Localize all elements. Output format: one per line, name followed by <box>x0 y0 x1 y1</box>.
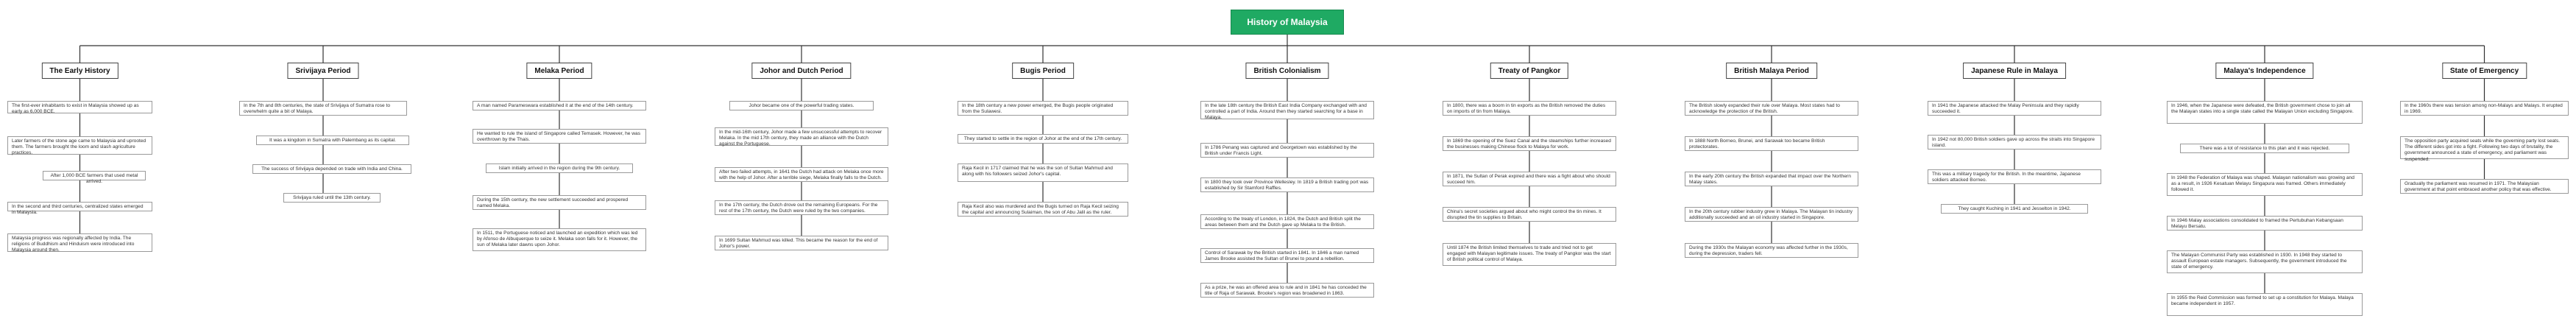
leaf-node[interactable]: In 1948 the Federation of Malaya was shaped. Malayan nationalism was growing and as a result, in 1926 Kesatuan Melayu Singapura was framed. Others immediately followed it. <box>2167 173 2363 196</box>
leaf-node[interactable]: After two failed attempts, in 1641 the Dutch had attack on Melaka once more with the help of Johor. After a terrible siege, Melaka finally falls to the Dutch. <box>715 167 888 182</box>
leaf-node[interactable]: In 1946 Malay associations consolidated to framed the Pertubuhan Kebangsaan Melayu Bersatu. <box>2167 216 2363 231</box>
leaf-node[interactable]: The success of Srivijaya depended on trade with India and China. <box>252 164 411 174</box>
leaf-node[interactable]: Later farmers of the stone age came to Malaysia and uprooted them. The farmers brought the loom and slash agriculture practices. <box>7 136 152 155</box>
leaf-node[interactable]: Johor became one of the powerful trading states. <box>729 101 874 110</box>
leaf-node[interactable]: The first-ever inhabitants to exist in Malaysia showed up as early as 6,000 BCE. <box>7 101 152 113</box>
leaf-node[interactable]: Gradually the parliament was resumed in 1971. The Malaysian government at that point embraced another policy that was effective. <box>2400 179 2569 194</box>
node-independence[interactable]: Malaya's Independence <box>2215 63 2313 79</box>
node-johor-dutch[interactable]: Johor and Dutch Period <box>751 63 851 79</box>
node-british-colonialism[interactable]: British Colonialism <box>1245 63 1328 79</box>
node-treaty-pangkor[interactable]: Treaty of Pangkor <box>1490 63 1568 79</box>
leaf-node[interactable]: China's secret societies argued about who might control the tin mines. It disrupted the tin supplies to Britain. <box>1443 207 1616 222</box>
leaf-node[interactable]: According to the treaty of London, in 1824, the Dutch and British split the areas between them and the Dutch gave up Melaka to the British. <box>1200 214 1374 229</box>
leaf-node[interactable]: In 1942 not 80,000 British soldiers gave up across the straits into Singapore island. <box>1928 135 2101 150</box>
leaf-node[interactable]: As a prize, he was an offered area to rule and in 1841 he has conceded the title of Raja of Sarawak. Brooke's region was broadened in 1863. <box>1200 283 1374 298</box>
node-bugis[interactable]: Bugis Period <box>1012 63 1074 79</box>
leaf-node[interactable]: Malaysia progress was regionally affected by India. The religions of Buddhism and Hinduism were introduced into Malaysia around then. <box>7 233 152 252</box>
leaf-node[interactable]: In 1511, the Portuguese noticed and launched an expedition which was led by Afonso de Albuquerque to seize it. Melaka soon falls for it. However, the sun of Melaka later dawns upon Johor. <box>473 228 646 251</box>
leaf-node[interactable]: After 1,000 BCE farmers that used metal arrived. <box>43 171 146 180</box>
node-early-history[interactable]: The Early History <box>41 63 118 79</box>
leaf-node[interactable]: Srivijaya ruled until the 13th century. <box>283 193 381 203</box>
leaf-node[interactable]: In 1871, the Sultan of Perak expired and there was a fight about who should succeed him. <box>1443 172 1616 186</box>
leaf-node[interactable]: Control of Sarawak by the British started in 1841. In 1846 a man named James Brooke assisted the Sultan of Brunei to pound a rebellion. <box>1200 248 1374 263</box>
node-srivijaya[interactable]: Srivijaya Period <box>287 63 358 79</box>
leaf-node[interactable]: During the 1930s the Malayan economy was affected further in the 1930s, during the depression, traders fell. <box>1685 243 1858 258</box>
leaf-node[interactable]: They started to settle in the region of Johor at the end of the 17th century. <box>958 134 1128 144</box>
root-node[interactable]: History of Malaysia <box>1231 10 1344 35</box>
leaf-node[interactable]: In 1869 the opening of the Suez Canal and the steamships further increased the businesses making Chinese flock to Malaya for work. <box>1443 136 1616 151</box>
leaf-node[interactable]: A man named Parameswara established it at the end of the 14th century. <box>473 101 646 110</box>
node-japanese-rule[interactable]: Japanese Rule in Malaya <box>1963 63 2066 79</box>
leaf-node[interactable]: Islam initially arrived in the region during the 9th century. <box>486 164 633 173</box>
node-british-malaya[interactable]: British Malaya Period <box>1726 63 1817 79</box>
leaf-node[interactable]: In 1800, there was a boom in tin exports as the British removed the duties on imports of tin from Malaya. <box>1443 101 1616 116</box>
leaf-node[interactable]: He wanted to rule the island of Singapore called Temasek. However, he was overthrown by the Thais. <box>473 129 646 144</box>
leaf-node[interactable]: In 1786 Penang was captured and Georgetown was established by the British under Francis Light. <box>1200 143 1374 158</box>
leaf-node[interactable]: In the mid-16th century, Johor made a few unsuccessful attempts to recover Melaka. In the mid 17th century, they made an alliance with the Dutch against the Portuguese. <box>715 127 888 146</box>
leaf-node[interactable]: In 1946, when the Japanese were defeated, the British government chose to join all the Malayan states into a single state called the Malayan Union excluding Singapore. <box>2167 101 2363 124</box>
leaf-node[interactable]: The British slowly expanded their rule over Malaya. Most states had to acknowledge the protection of the British. <box>1685 101 1858 116</box>
leaf-node[interactable]: The opposition party acquired seats while the governing party lost seats. The different sides got into a fight. Following two days of brutality, the government announced a state of emergency, and parliament was suspended. <box>2400 136 2569 159</box>
leaf-node[interactable]: Raja Kecil also was murdered and the Bugis turned on Raja Kecil seizing the capital and announcing Sulaiman, the son of Abu Jalil as the ruler. <box>958 202 1128 217</box>
node-state-emergency[interactable]: State of Emergency <box>2442 63 2527 79</box>
leaf-node[interactable]: In the early 20th century the British expanded that impact over the Northern Malay states. <box>1685 172 1858 186</box>
leaf-node[interactable]: In 1941 the Japanese attacked the Malay Peninsula and they rapidly succeeded it. <box>1928 101 2101 116</box>
leaf-node[interactable]: The Malayan Communist Party was established in 1930. In 1948 they started to assault European estate managers. Subsequently, the government introduced the state of emergency. <box>2167 250 2363 273</box>
leaf-node[interactable]: In the 17th century, the Dutch drove out the remaining Europeans. For the rest of the 17th century, the Dutch were ruled by the two companies. <box>715 200 888 215</box>
leaf-node[interactable]: Raja Kecil in 1717 claimed that he was the son of Sultan Mahmud and along with his followers seized Johor's capital. <box>958 164 1128 182</box>
leaf-node[interactable]: In the second and third centuries, centralized states emerged in Malaysia. <box>7 202 152 211</box>
leaf-node[interactable]: During the 15th century, the new settlement succeeded and prospered named Melaka. <box>473 195 646 210</box>
leaf-node[interactable]: It was a kingdom in Sumatra with Palembang as its capital. <box>256 136 409 145</box>
leaf-node[interactable]: In the 1960s there was tension among non-Malays and Malays. It erupted in 1969. <box>2400 101 2569 116</box>
leaf-node[interactable]: There was a lot of resistance to this plan and it was rejected. <box>2180 144 2349 153</box>
leaf-node[interactable]: In 1955 the Reid Commission was formed to set up a constitution for Malaya. Malaya became independent in 1957. <box>2167 293 2363 316</box>
leaf-node[interactable]: In 1699 Sultan Mahmud was killed. This became the reason for the end of Johor's power. <box>715 236 888 250</box>
leaf-node[interactable]: In 1888 North Borneo, Brunei, and Sarawak too became British protectorates. <box>1685 136 1858 151</box>
leaf-node[interactable]: This was a military tragedy for the British. In the meantime, Japanese soldiers attacked Borneo. <box>1928 169 2101 184</box>
node-melaka[interactable]: Melaka Period <box>526 63 592 79</box>
leaf-node[interactable]: In the 7th and 8th centuries, the state of Srivijaya of Sumatra rose to overwhelm quite a bit of Malaya. <box>239 101 407 116</box>
leaf-node[interactable]: Until 1874 the British limited themselves to trade and tried not to get engaged with Malayan legitimate issues. The treaty of Pangkor was the start of British political control of Malaya. <box>1443 243 1616 266</box>
leaf-node[interactable]: In 1800 they took over Province Wellesley. In 1819 a British trading port was established by Sir Stamford Raffles. <box>1200 177 1374 192</box>
leaf-node[interactable]: In the 18th century a new power emerged, the Bugis people originated from the Sulawesi. <box>958 101 1128 116</box>
leaf-node[interactable]: In the 20th century rubber industry grew in Malaya. The Malayan tin industry additionally succeeded and an oil industry started in Singapore. <box>1685 207 1858 222</box>
leaf-node[interactable]: In the late 18th century the British East India Company exchanged with and controlled a part of India. Around then they started searching for a base in Malaya. <box>1200 101 1374 119</box>
leaf-node[interactable]: They caught Kuching in 1941 and Jesselton in 1942. <box>1941 204 2088 214</box>
